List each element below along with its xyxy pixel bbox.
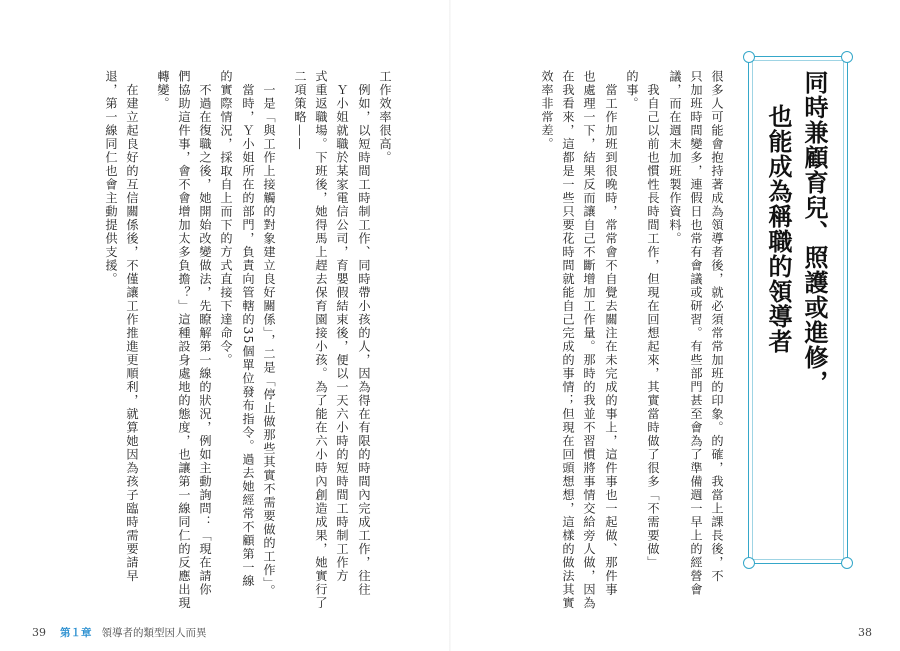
right-page-text-column: 也處理一下，結果反而讓自己不斷增加工作量。那時的我並不習慣將事情交給旁人做，因為 bbox=[582, 70, 596, 610]
chapter-title: 領導者的類型因人而異 bbox=[101, 627, 207, 639]
section-title-line-2: 也能成為稱職的領導者 bbox=[764, 104, 792, 354]
right-page-number: 38 bbox=[858, 626, 872, 639]
left-page-text-column: 的實際情況，採取自上而下的方式直接下達命令。 bbox=[219, 70, 233, 367]
right-page-text-column: 很多人可能會抱持著成為領導者後，就必須常常加班的印象。的確，我當上課長後，不 bbox=[710, 70, 724, 583]
page-gutter bbox=[449, 0, 451, 651]
left-page-text-column: 一是「與工作上接觸的對象建立良好關係」，二是「停止做那些其實不需要做的工作」。 bbox=[262, 70, 276, 598]
chapter-title-box bbox=[748, 56, 848, 564]
left-page-text-column: 式重返職場。下班後，她得馬上趕去保育園接小孩。為了能在六小時內創造成果，她實行了 bbox=[314, 70, 328, 610]
right-page-text-column: 我自己以前也慣性長時間工作，但現在回想起來，其實當時做了很多「不需要做」 bbox=[646, 70, 660, 570]
chapter-label: 第１章 bbox=[60, 627, 92, 639]
corner-ornament-icon bbox=[743, 557, 755, 569]
right-page-text-column: 在我看來，這都是一些只要花時間就能自己完成的事情；但現在回頭想想，這樣的做法其實 bbox=[561, 70, 575, 610]
corner-ornament-icon bbox=[743, 51, 755, 63]
left-page-text-column: 退，第一線同仁也會主動提供支援。 bbox=[104, 70, 118, 286]
corner-ornament-icon bbox=[841, 51, 853, 63]
left-page-text-column: 當時，Ｙ小姐所在的部門，負責向管轄的35個單位發布指令。過去她經常不顧第一線 bbox=[241, 70, 255, 588]
right-page-text-column: 只加班時間變多，連假日也常有會議或研習。有些部門甚至會為了準備週一早上的經營會 bbox=[689, 70, 703, 597]
right-page-text-column: 當工作加班到很晚時，常常會不自覺去關注在未完成的事上，這件事也一起做、那件事 bbox=[604, 70, 618, 597]
left-page-text-column: 例如，以短時間工時制工作、同時帶小孩的人，因為得在有限的時間內完成工作，往往 bbox=[357, 70, 371, 597]
corner-ornament-icon bbox=[841, 557, 853, 569]
left-page-text-column: Ｙ小姐就職於某家電信公司，育嬰假結束後，便以一天六小時的短時間工時制工作方 bbox=[335, 70, 349, 583]
right-page-text-column: 的事。 bbox=[625, 70, 639, 111]
left-page-text-column: 不過在復職之後，她開始改變做法，先瞭解第一線的狀況，例如主動詢問：「現在請你 bbox=[198, 70, 212, 597]
left-page-text-column: 們協助這件事，會不會增加太多負擔？」這種設身處地的態度，也讓第一線同仁的反應出現 bbox=[177, 70, 191, 610]
right-page-text-column: 效率非常差。 bbox=[540, 70, 554, 151]
left-page-number: 39 bbox=[32, 626, 46, 639]
running-footer bbox=[60, 625, 207, 640]
left-page-text-column: 轉變。 bbox=[156, 70, 170, 111]
left-page-text-column: 二項策略—— bbox=[293, 70, 307, 151]
section-title-line-1: 同時兼顧育兒、照護或進修， bbox=[800, 70, 828, 395]
right-page-text-column: 議，而在週末加班製作資料。 bbox=[668, 70, 682, 246]
left-page-text-column: 在建立起良好的互信關係後，不僅讓工作推進更順利，就算她因為孩子臨時需要請早 bbox=[125, 70, 139, 583]
left-page-text-column: 工作效率很高。 bbox=[378, 70, 392, 165]
